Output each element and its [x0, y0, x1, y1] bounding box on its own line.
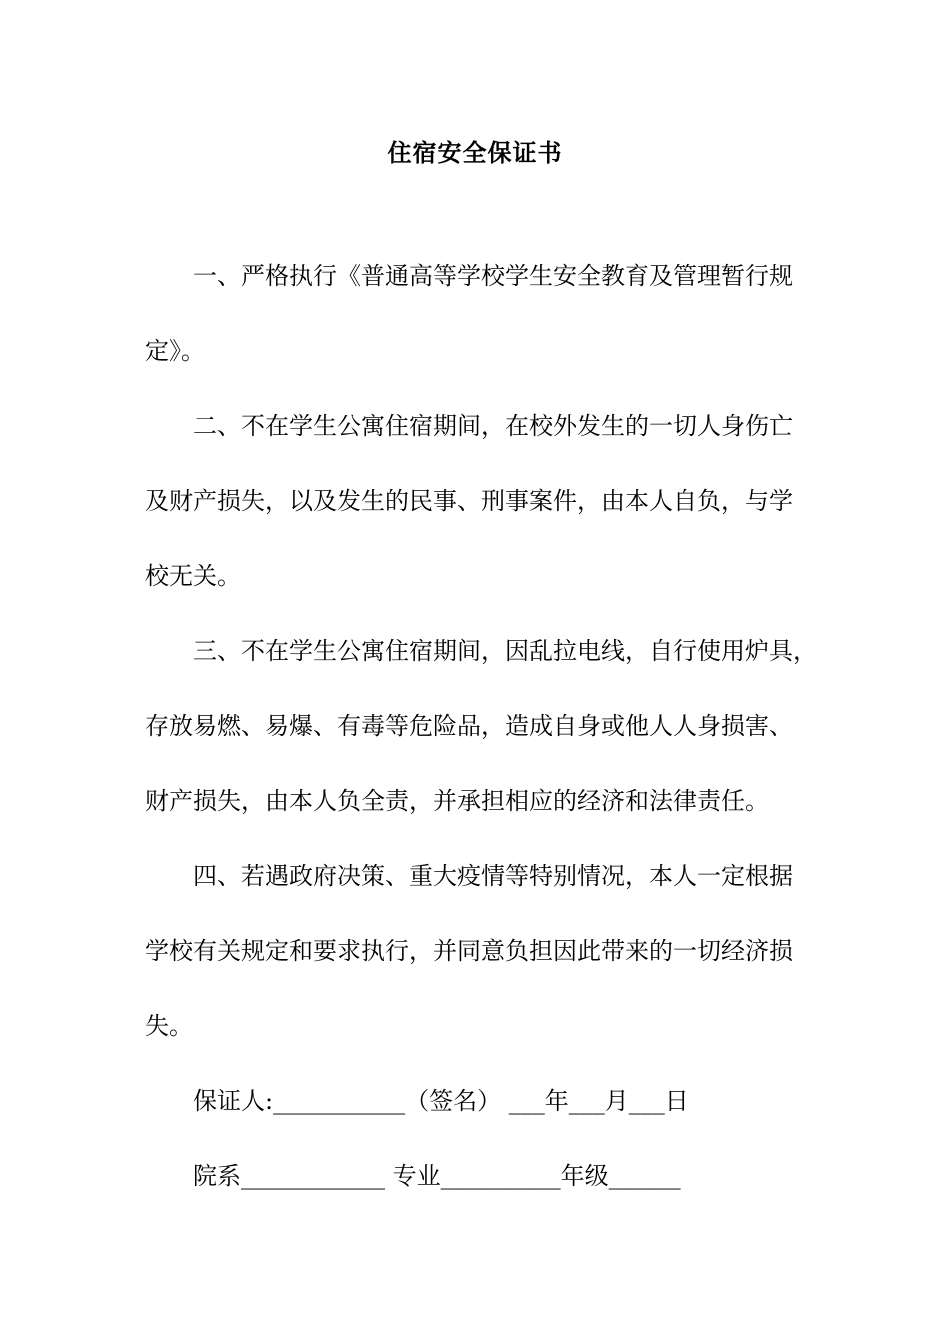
document-title: 住宿安全保证书: [387, 138, 563, 167]
signature-line: 保证人:___________（签名） ___年___月___日: [193, 1087, 689, 1115]
clause-4-line-3: 失。: [145, 1012, 193, 1040]
clause-2-line-3: 校无关。: [145, 562, 241, 590]
clause-4-line-2: 学校有关规定和要求执行，并同意负担因此带来的一切经济损: [145, 937, 793, 965]
clause-3-line-3: 财产损失，由本人负全责，并承担相应的经济和法律责任。: [145, 787, 769, 815]
clause-3-line-2: 存放易燃、易爆、有毒等危险品，造成自身或他人人身损害、: [145, 712, 793, 740]
department-line: 院系____________ 专业__________年级______: [193, 1162, 681, 1190]
clause-4-line-1: 四、若遇政府决策、重大疫情等特别情况，本人一定根据: [193, 862, 793, 890]
clause-2-line-1: 二、不在学生公寓住宿期间，在校外发生的一切人身伤亡: [193, 412, 793, 440]
clause-1-line-1: 一、严格执行《普通高等学校学生安全教育及管理暂行规: [193, 262, 793, 290]
clause-1-line-2: 定》。: [145, 337, 205, 365]
clause-2-line-2: 及财产损失，以及发生的民事、刑事案件，由本人自负，与学: [145, 487, 793, 515]
clause-3-line-1: 三、不在学生公寓住宿期间，因乱拉电线，自行使用炉具，: [193, 637, 817, 665]
